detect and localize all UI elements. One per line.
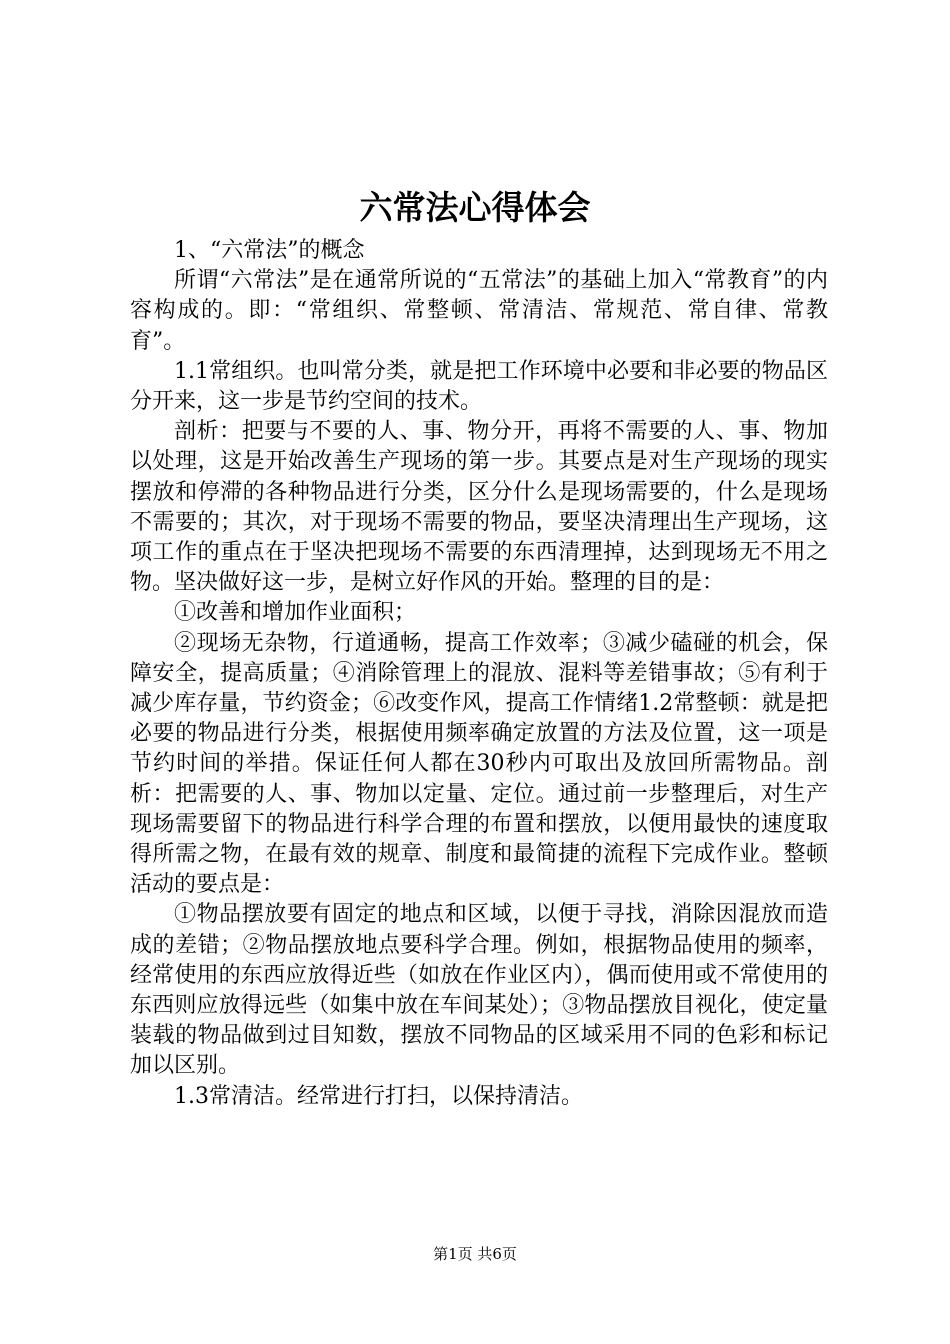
page-footer (0, 1244, 950, 1264)
body-paragraph: ②现场无杂物，行道通畅，提高工作效率；③减少磕碰的机会，保障安全，提高质量；④消除管理上的混放、混料等差错事故；⑤有利于减少库存量，节约资金；⑥改变作风，提高工作情绪1.2常整顿：就是把必要的物品进行分类，根据使用频率确定放置的方法及位置，这一项是节约时间的举措。保证任何人都在30秒内可取出及放回所需物品。剖析：把需要的人、事、物加以定量、定位。通过前一步整理后，对生产现场需要留下的物品进行科学合理的布置和摆放，以便用最快的速度取得所需之物，在最有效的规章、制度和最简捷的流程下完成作业。整顿活动的要点是： (130, 630, 828, 898)
document-body (130, 236, 828, 1112)
page-indicator: 第1页 共6页 (433, 1245, 517, 1263)
body-paragraph: 1.1常组织。也叫常分类，就是把工作环境中必要和非必要的物品区分开来，这一步是节约空间的技术。 (130, 358, 828, 415)
body-paragraph: 剖析：把要与不要的人、事、物分开，再将不需要的人、事、物加以处理，这是开始改善生产现场的第一步。其要点是对生产现场的现实摆放和停滞的各种物品进行分类，区分什么是现场需要的，什么是现场不需要的；其次，对于现场不需要的物品，要坚决清理出生产现场，这项工作的重点在于坚决把现场不需要的东西清理掉，达到现场无不用之物。坚决做好这一步，是树立好作风的开始。整理的目的是： (130, 419, 828, 596)
body-paragraph: 所谓“六常法”是在通常所说的“五常法”的基础上加入“常教育”的内容构成的。即：“常组织、常整顿、常清洁、常规范、常自律、常教育”。 (130, 268, 829, 354)
body-paragraph: ①改善和增加作业面积； (174, 600, 417, 626)
document-title: 六常法心得体会 (359, 188, 591, 227)
body-paragraph: 1.3常清洁。经常进行打扫，以保持清洁。 (174, 1083, 583, 1109)
body-paragraph: ①物品摆放要有固定的地点和区域，以便于寻找，消除因混放而造成的差错；②物品摆放地点要科学合理。例如，根据物品使用的频率，经常使用的东西应放得近些（如放在作业区内），偶而使用或不常使用的东西则应放得远些（如集中放在车间某处）；③物品摆放目视化，使定量装载的物品做到过目知数，摆放不同物品的区域采用不同的色彩和标记加以区别。 (130, 902, 828, 1079)
section-heading: 1、“六常法”的概念 (174, 238, 365, 263)
